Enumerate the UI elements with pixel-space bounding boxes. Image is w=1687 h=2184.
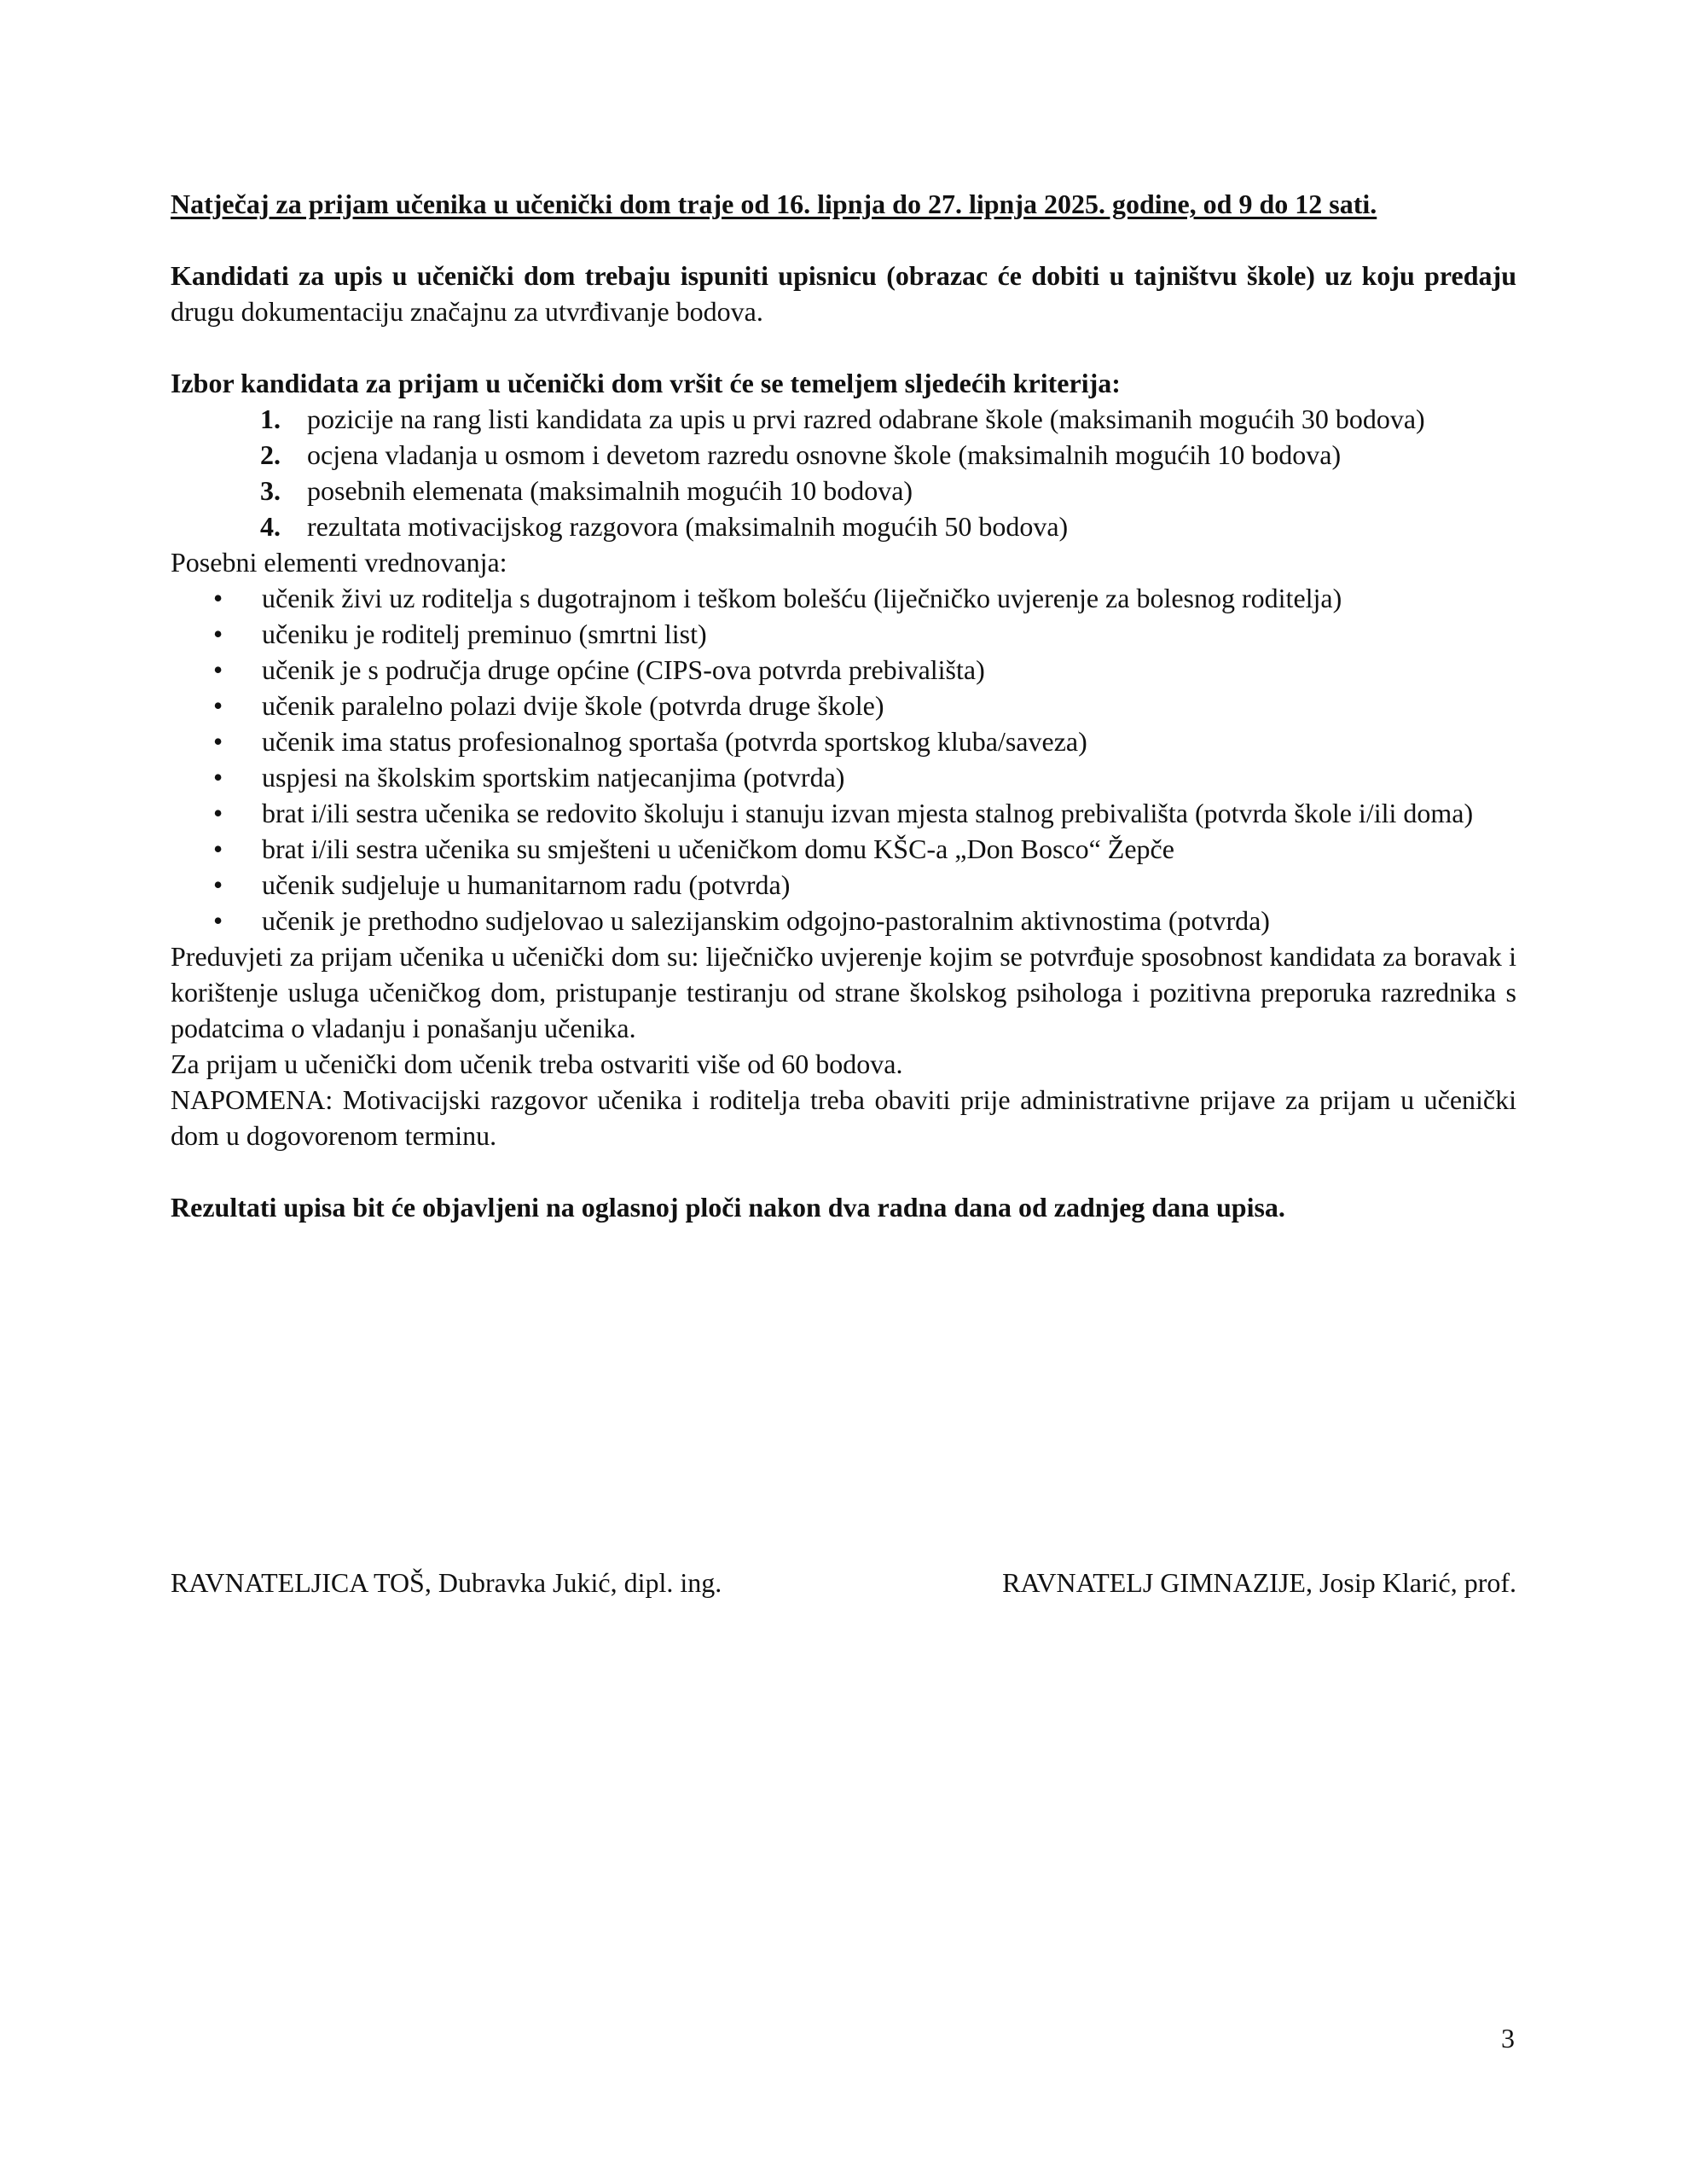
intro-bold-text: Kandidati za upis u učenički dom trebaju ispuniti upisnicu (obrazac će dobiti u tajništvu škole) uz koju predaju xyxy=(171,260,1516,291)
bullet-icon: • xyxy=(213,762,223,793)
list-item xyxy=(171,867,1516,903)
list-item-text: brat i/ili sestra učenika su smješteni u učeničkom domu KŠC-a „Don Bosco“ Žepče xyxy=(262,834,1174,864)
criteria-item xyxy=(171,401,1516,437)
criteria-item-text: pozicije na rang listi kandidata za upis u prvi razred odabrane škole (maksimanih mogućih 30 bodova) xyxy=(307,404,1425,434)
criteria-item-text: rezultata motivacijskog razgovora (maksimalnih mogućih 50 bodova) xyxy=(307,511,1069,542)
bullet-icon: • xyxy=(213,690,223,721)
special-elements-list xyxy=(171,580,1516,938)
criteria-item-text: ocjena vladanja u osmom i devetom razredu osnovne škole (maksimalnih mogućih 10 bodova) xyxy=(307,439,1342,470)
bullet-icon: • xyxy=(213,834,223,864)
bullet-icon: • xyxy=(213,619,223,649)
criteria-item-number: 4. xyxy=(260,511,281,542)
list-item xyxy=(171,831,1516,867)
list-item-text: učeniku je roditelj preminuo (smrtni list) xyxy=(262,619,707,649)
list-item-text: učenik sudjeluje u humanitarnom radu (potvrda) xyxy=(262,869,791,900)
list-item-text: učenik je prethodno sudjelovao u salezijanskim odgojno-pastoralnim aktivnostima (potvrda) xyxy=(262,905,1270,936)
list-item-text: učenik ima status profesionalnog sportaša (potvrda sportskog kluba/saveza) xyxy=(262,726,1087,757)
list-item xyxy=(171,652,1516,688)
criteria-item-number: 1. xyxy=(260,404,281,434)
criteria-item-number: 3. xyxy=(260,475,281,506)
list-item xyxy=(171,903,1516,938)
note-paragraph: NAPOMENA: Motivacijski razgovor učenika i roditelja treba obaviti prije administrativne prijave za prijam u učenički dom u dogovorenom terminu. xyxy=(171,1084,1516,1151)
preconditions-paragraph: Preduvjeti za prijam učenika u učenički dom su: liječničko uvjerenje kojim se potvrđuje sposobnost kandidata za boravak i korištenje usluga učeničkog dom, pristupanje testiranju od strane školskog psihologa i pozitivna preporuka razrednika s podatcima o vladanju i ponašanju učenika. xyxy=(171,941,1516,1043)
bullet-icon: • xyxy=(213,869,223,900)
bullet-icon: • xyxy=(213,798,223,828)
criteria-list xyxy=(171,401,1516,544)
list-item-text: brat i/ili sestra učenika se redovito školuju i stanuju izvan mjesta stalnog prebivališta (potvrda škole i/ili doma) xyxy=(262,798,1474,828)
criteria-item-text: posebnih elemenata (maksimalnih mogućih 10 bodova) xyxy=(307,475,913,506)
list-item-text: učenik je s područja druge općine (CIPS-ova potvrda prebivališta) xyxy=(262,654,985,685)
bullet-icon: • xyxy=(213,583,223,613)
criteria-title: Izbor kandidata za prijam u učenički dom vršit će se temeljem sljedećih kriterija: xyxy=(171,368,1121,398)
bullet-icon: • xyxy=(213,654,223,685)
competition-heading: Natječaj za prijam učenika u učenički dom traje od 16. lipnja do 27. lipnja 2025. godine, od 9 do 12 sati. xyxy=(171,189,1377,219)
list-item-text: učenik paralelno polazi dvije škole (potvrda druge škole) xyxy=(262,690,884,721)
page-number: 3 xyxy=(1501,2023,1515,2053)
signature-right: RAVNATELJ GIMNAZIJE, Josip Klarić, prof. xyxy=(1002,1567,1516,1598)
criteria-item xyxy=(171,508,1516,544)
criteria-item xyxy=(171,437,1516,473)
intro-normal-text: drugu dokumentaciju značajnu za utvrđivanje bodova. xyxy=(171,296,763,327)
criteria-item-number: 2. xyxy=(260,439,281,470)
list-item-text: učenik živi uz roditelja s dugotrajnom i teškom bolešću (liječničko uvjerenje za bolesnog roditelja) xyxy=(262,583,1342,613)
bullet-icon: • xyxy=(213,726,223,757)
list-item xyxy=(171,723,1516,759)
list-item xyxy=(171,759,1516,795)
document-body xyxy=(171,186,1516,1225)
intro-paragraph xyxy=(171,258,1516,329)
list-item xyxy=(171,688,1516,723)
list-item-text: uspjesi na školskim sportskim natjecanjima (potvrda) xyxy=(262,762,845,793)
bullet-icon: • xyxy=(213,905,223,936)
list-item xyxy=(171,616,1516,652)
criteria-item xyxy=(171,473,1516,508)
points-required-paragraph: Za prijam u učenički dom učenik treba ostvariti više od 60 bodova. xyxy=(171,1048,903,1079)
results-paragraph: Rezultati upisa bit će objavljeni na oglasnoj ploči nakon dva radna dana od zadnjeg dana upisa. xyxy=(171,1192,1285,1223)
signatures xyxy=(171,1565,1516,1600)
list-item xyxy=(171,795,1516,831)
signature-left: RAVNATELJICA TOŠ, Dubravka Jukić, dipl. ing. xyxy=(171,1567,722,1598)
list-item xyxy=(171,580,1516,616)
special-elements-title: Posebni elementi vrednovanja: xyxy=(171,547,507,578)
